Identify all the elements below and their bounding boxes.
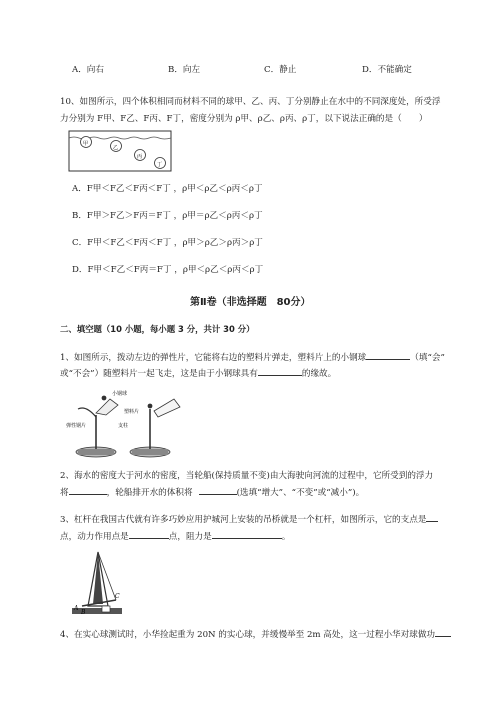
q10-option-a: A．F甲＜F乙＜F丙＜F丁 ，ρ甲＜ρ乙＜ρ丙＜ρ丁: [72, 184, 263, 194]
q1-line1: [60, 351, 445, 363]
option-a: A．向右: [72, 65, 104, 75]
label-c: C: [115, 593, 120, 600]
q1-blank-2[interactable]: [258, 367, 302, 376]
q1-blank-1[interactable]: [366, 351, 410, 360]
label-yi: 乙: [113, 145, 119, 151]
q1-figure-apparatus: [66, 387, 188, 463]
label-pillar: 支柱: [118, 423, 129, 429]
q1-text-b: （填“会”: [410, 353, 445, 363]
label-ding: 丁: [157, 162, 163, 168]
q10-option-b: B．F甲＞F乙＞F丙＝F丁 ，ρ甲＝ρ乙＜ρ丙＜ρ丁: [72, 211, 263, 221]
q3-text-d: 。: [281, 532, 291, 542]
q2-blank-1[interactable]: [69, 486, 107, 495]
q2-blank-2[interactable]: [199, 486, 237, 495]
q4-text-a: 4、在实心球测试时，小华捡起重为 20N 的实心球，并缓慢举至 2m 高处，这一过程小华对球做功: [60, 630, 436, 640]
part2-heading: 二、填空题（10 小题，每小题 3 分，共计 30 分）: [60, 324, 255, 334]
q3-text-b: 点，动力作用点是: [60, 532, 129, 542]
q1-text-c: 或“不会”）随塑料片一起飞走，这是由于小钢球具有: [60, 369, 258, 379]
q3-blank-1[interactable]: [426, 513, 438, 522]
q3-blank-3[interactable]: [212, 530, 282, 539]
q3-line1: [60, 513, 438, 525]
label-b: B: [81, 609, 86, 614]
q4-line1: [60, 628, 451, 640]
q2-text-c: (选填“增大”、“不变”或“减小”)。: [236, 488, 365, 498]
section-title: 第Ⅱ卷（非选择题 80分）: [190, 297, 311, 308]
q4-blank-1[interactable]: [435, 628, 451, 637]
label-plastic: 塑料片: [124, 409, 140, 415]
q3-line2: [60, 530, 290, 542]
q3-blank-2[interactable]: [129, 530, 169, 539]
label-steel-ball: 小钢球: [112, 391, 128, 397]
q10-line1: 10、如图所示，四个体积相同而材料不同的球甲、乙、丙、丁分别静止在水中的不同深度处，所受浮: [60, 97, 441, 107]
q10-option-d: D．F甲＜F乙＜F丙＝F丁 ，ρ甲＜ρ乙＜ρ丙＜ρ丁: [72, 265, 264, 275]
q2-line2: [60, 486, 364, 498]
label-bing: 丙: [137, 154, 143, 160]
q10-line2: 力分别为 F甲、F乙、F丙、F丁，密度分别为 ρ甲、ρ乙、ρ丙、ρ丁，以下说法正确的是（ ）: [60, 114, 428, 124]
option-c: C．静止: [264, 65, 297, 75]
q1-text-a: 1、如图所示，拨动左边的弹性片，它能将右边的塑料片弹走，塑料片上的小钢球: [60, 353, 367, 363]
label-a: A: [74, 605, 79, 612]
q3-figure-drawbridge: [72, 548, 122, 614]
q2-text-a: 将: [60, 488, 69, 498]
q3-text-a: 3、杠杆在我国古代就有许多巧妙应用护城河上安装的吊桥就是一个杠杆，如图所示，它的支点是: [60, 515, 427, 525]
option-d: D．不能确定: [362, 65, 412, 75]
q1-line2: [60, 367, 336, 379]
q3-text-c: 点，阻力是: [168, 532, 212, 542]
q2-line1: 2、海水的密度大于河水的密度，当轮船(保持质量不变)由大海驶向河流的过程中，它所受到的浮力: [60, 471, 434, 481]
q2-text-b: ，轮船排开水的体积将: [106, 488, 193, 498]
q10-figure-water-tank: [68, 130, 172, 172]
option-b: B．向左: [168, 65, 201, 75]
label-jia: 甲: [83, 141, 89, 147]
q10-option-c: C．F甲＜F乙＜F丙＜F丁 ，ρ甲＞ρ乙＞ρ丙＞ρ丁: [72, 238, 263, 248]
label-spring: 弹性钢片: [66, 423, 87, 429]
q1-text-d: 的缘故。: [301, 369, 337, 379]
